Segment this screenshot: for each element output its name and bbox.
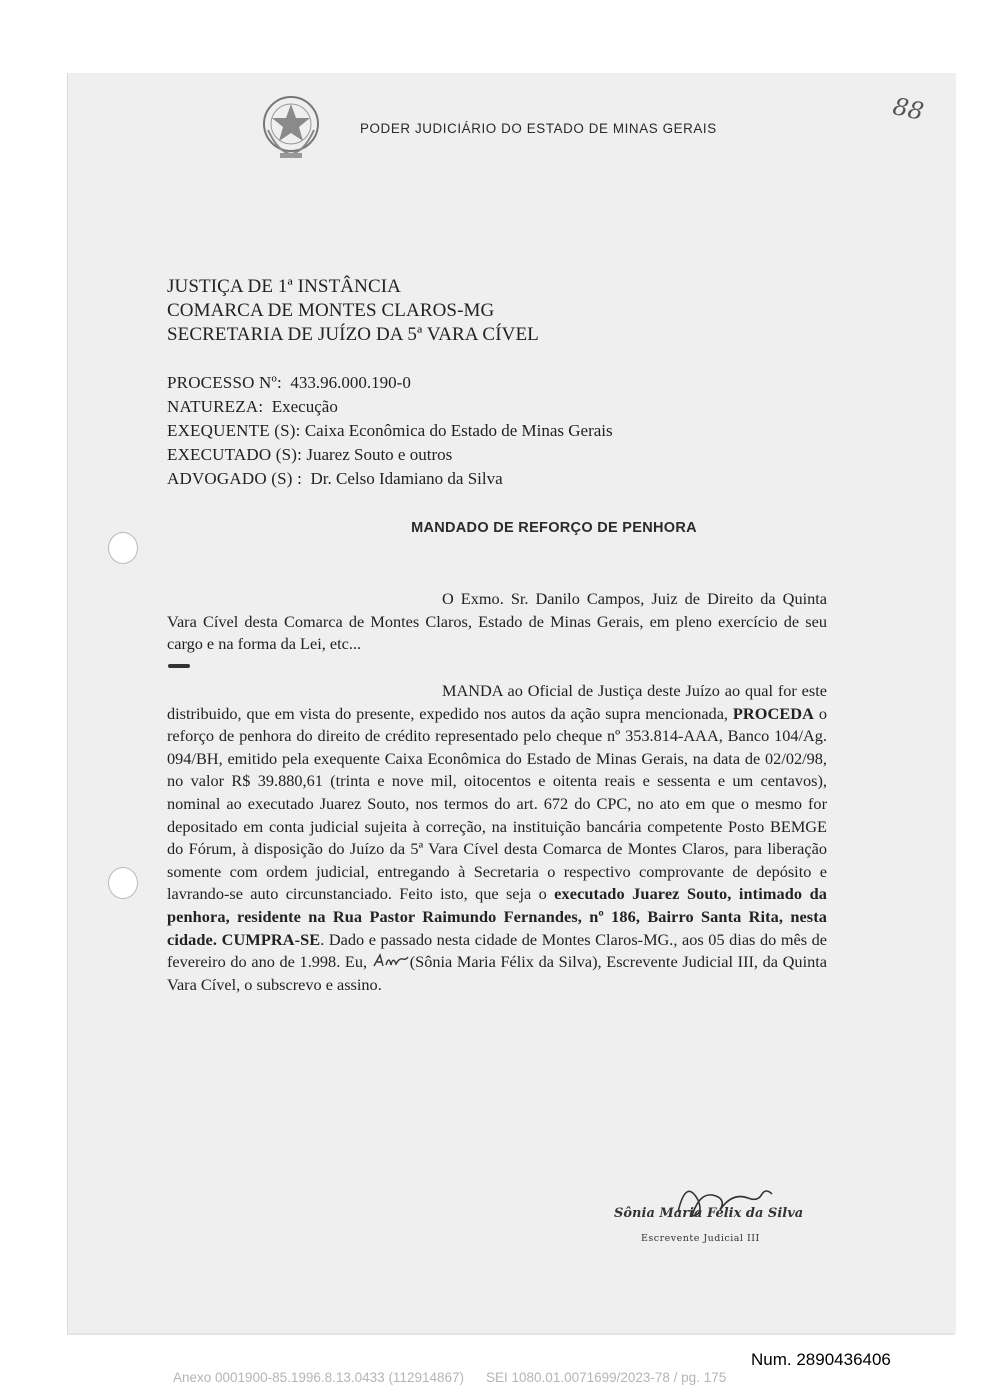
margin-mark bbox=[168, 664, 190, 668]
document-number: Num. 2890436406 bbox=[751, 1350, 891, 1369]
annex-reference: Anexo 0001900-85.1996.8.13.0433 (112914867) bbox=[173, 1370, 465, 1385]
footer-stamp bbox=[173, 1370, 853, 1385]
court-identification bbox=[167, 275, 539, 347]
handwritten-page-number: 88 bbox=[890, 92, 927, 126]
case-advogado: ADVOGADO (S) : Dr. Celso Idamiano da Silva bbox=[167, 469, 503, 488]
case-natureza: NATUREZA: Execução bbox=[167, 397, 338, 416]
case-exequente: EXEQUENTE (S): Caixa Econômica do Estado de Minas Gerais bbox=[167, 421, 613, 440]
case-executado: EXECUTADO (S): Juarez Souto e outros bbox=[167, 445, 453, 464]
paragraph-judge: O Exmo. Sr. Danilo Campos, Juiz de Direito da Quinta Vara Cível desta Comarca de Montes Claros, Estado de Minas Gerais, em pleno exercício de seu cargo e na forma da Lei, etc... bbox=[167, 589, 827, 654]
court-line: SECRETARIA DE JUÍZO DA 5ª VARA CÍVEL bbox=[167, 324, 539, 345]
punch-hole bbox=[108, 532, 138, 564]
page-edge bbox=[67, 1333, 955, 1335]
court-line: COMARCA DE MONTES CLAROS-MG bbox=[167, 300, 495, 321]
signature-name: Sônia Maria Félix da Silva bbox=[614, 1206, 804, 1221]
sei-reference: SEI 1080.01.0071699/2023-78 / pg. 175 bbox=[486, 1370, 727, 1385]
court-line: JUSTIÇA DE 1ª INSTÂNCIA bbox=[167, 276, 401, 297]
paragraph-order: MANDA ao Oficial de Justiça deste Juízo ao qual for este distribuido, que em vista do presente, expedido nos autos da ação supra mencionada, PROCEDA o reforço de penhora do direito de crédito representado pelo cheque nº 353.814-AAA, Banco 104/Ag. 094/BH, emitido pela exequente Caixa Econômica do Estado de Minas Gerais, na data de 02/02/98, no valor R$ 39.880,61 (trinta e nove mil, oitocentos e oitenta reais e sessenta e um centavos), nominal ao executado Juarez Souto, nos termos do art. 672 do CPC, no ato em que o mesmo for depositado em conta judicial sujeita à correção, na instituição bancária competente Posto BEMGE do Fórum, à disposição do Juízo da 5ª Vara Cível desta Comarca de Montes Claros, para liberação somente com ordem judicial, entregando à Secretaria o respectivo comprovante de depósito e lavrando-se auto circunstanciado. Feito isto, que seja o executado Juarez Souto, intimado da penhora, residente na Rua Pastor Raimundo Fernandes, nº 186, Bairro Santa Rita, nesta cidade. CUMPRA-SE. Dado e passado nesta cidade de Montes Claros-MG., aos 05 dias do mês de fevereiro do ano de 1.998. Eu, (Sônia Maria Félix da Silva), Escrevente Judicial III, da Quinta Vara Cível, o subscrevo e assino. bbox=[167, 681, 827, 994]
document-title: MANDADO DE REFORÇO DE PENHORA bbox=[411, 520, 697, 536]
case-details bbox=[167, 371, 613, 491]
coat-of-arms-icon bbox=[258, 90, 324, 162]
signature-role: Escrevente Judicial III bbox=[641, 1233, 760, 1244]
initials-signature-icon bbox=[372, 953, 410, 969]
institution-header: PODER JUDICIÁRIO DO ESTADO DE MINAS GERAIS bbox=[360, 121, 717, 136]
case-processo: PROCESSO Nº: 433.96.000.190-0 bbox=[167, 373, 411, 392]
punch-hole bbox=[108, 867, 138, 899]
